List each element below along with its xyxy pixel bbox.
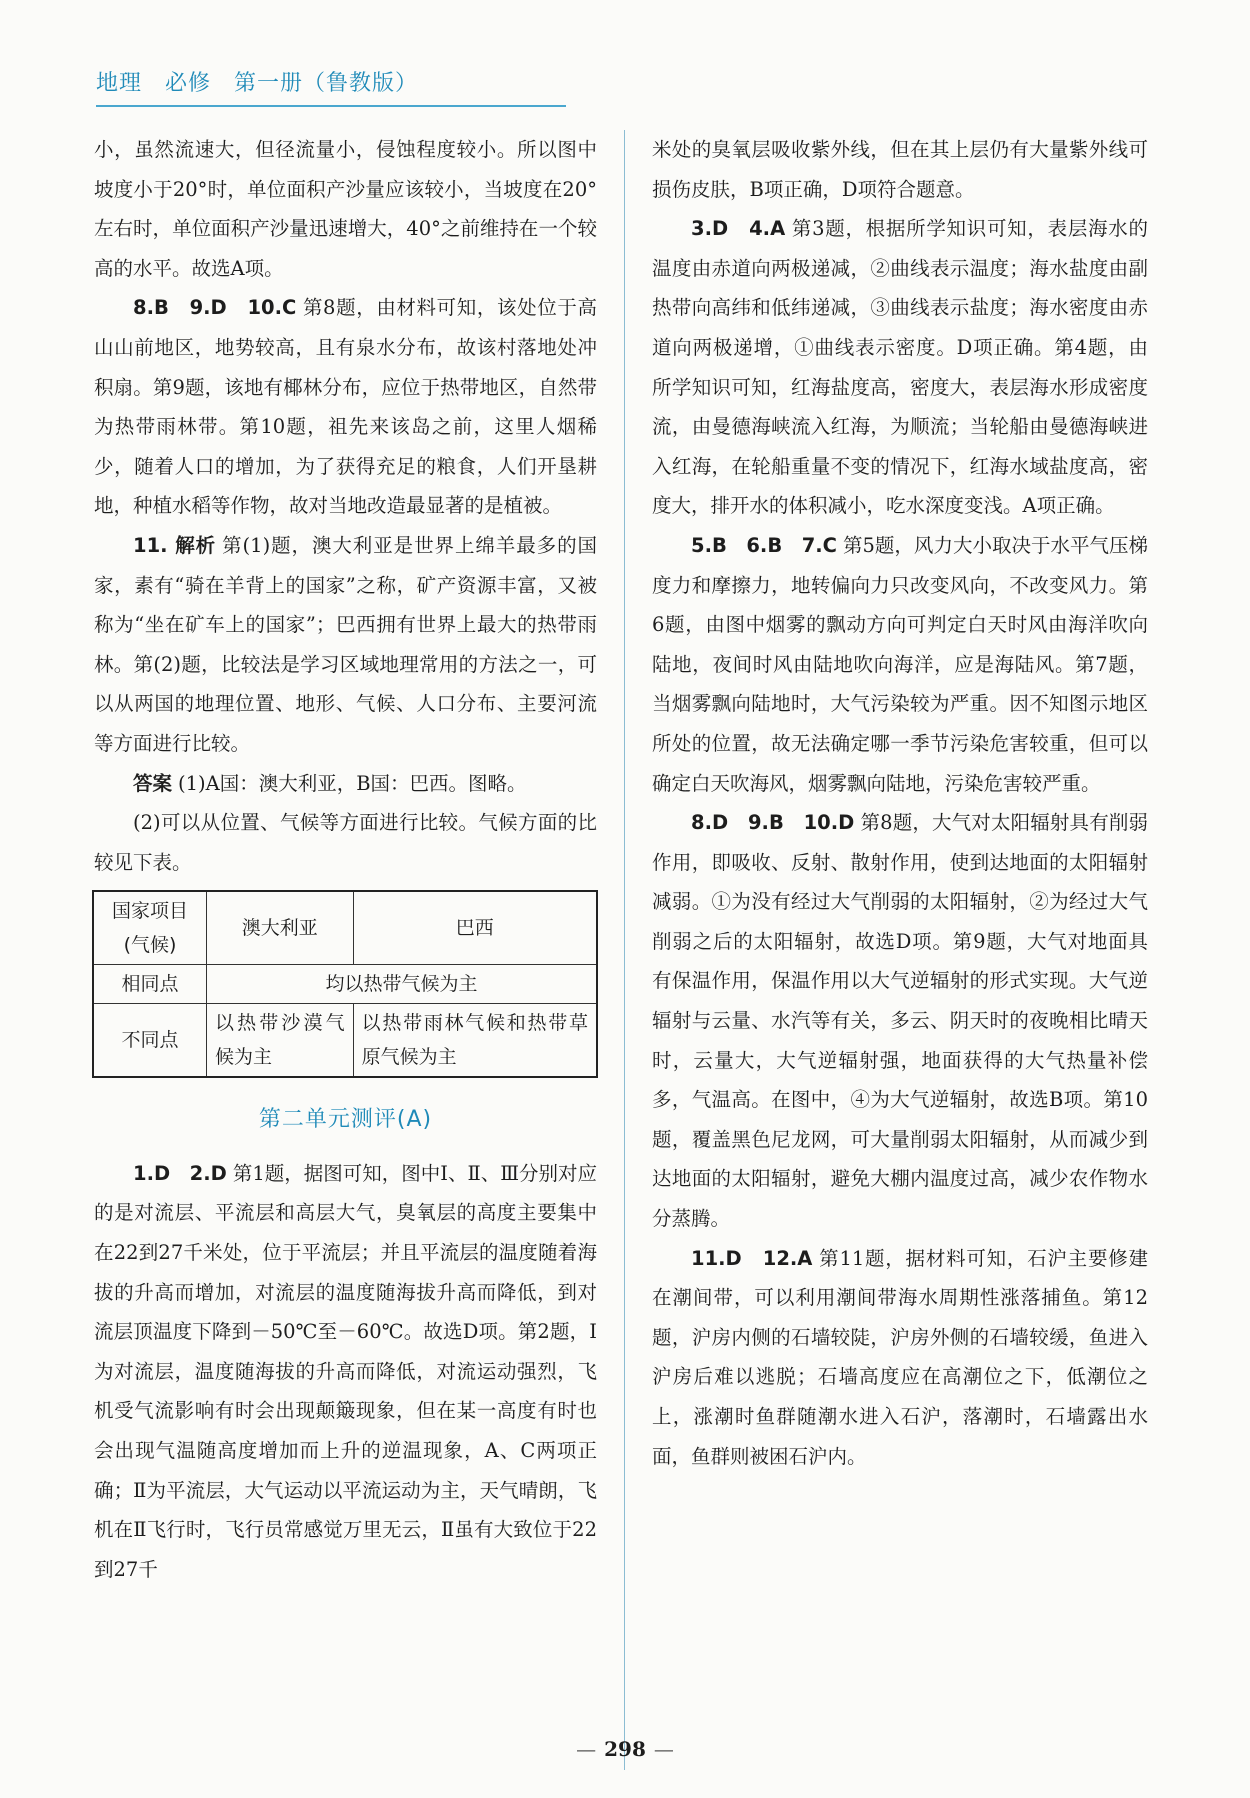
right-column (652, 130, 1148, 1476)
paragraph (652, 526, 1148, 803)
table-row (93, 891, 597, 965)
explanation-text: 第(1)题，澳大利亚是世界上绵羊最多的国家，素有“骑在羊背上的国家”之称，矿产资源丰富，又被称为“坐在矿车上的国家”；巴西拥有世界上最大的热带雨林。第(2)题，比较法是学习区域地理常用的方法之一，可以从两国的地理位置、地形、气候、人口分布、主要河流等方面进行比较。 (94, 533, 597, 755)
page-number (0, 1737, 1250, 1761)
answer-numbers: 8.D 9.B 10.D (691, 811, 855, 835)
paragraph (652, 209, 1148, 526)
explanation-text: 第1题，据图可知，图中Ⅰ、Ⅱ、Ⅲ分别对应的是对流层、平流层和高层大气，臭氧层的高度主要集中在22到27千米处，位于平流层；并且平流层的温度随着海拔的升高而增加，对流层的温度随海拔升高而降低，到对流层顶温度下降到－50℃至－60℃。故选D项。第2题，Ⅰ为对流层，温度随海拔的升高而降低，对流运动强烈，飞机受气流影响有时会出现颠簸现象，但在某一高度有时也会出现气温随高度增加而上升的逆温现象，A、C两项正确；Ⅱ为平流层，大气运动以平流运动为主，天气晴朗，飞机在Ⅱ飞行时，飞行员常感觉万里无云，Ⅱ虽有大致位于22到27千 (94, 1161, 597, 1581)
table-header-cell: 国家项目(气候) (93, 891, 207, 965)
explanation-text: 第3题，根据所学知识可知，表层海水的温度由赤道向两极递减，②曲线表示温度；海水盐度由副热带向高纬和低纬递减，③曲线表示盐度；海水密度由赤道向两极递增，①曲线表示密度。D项正确。第4题，由所学知识可知，红海盐度高，密度大，表层海水形成密度流，由曼德海峡流入红海，为顺流；当轮船由曼德海峡进入红海，在轮船重量不变的情况下，红海水域盐度高，密度大，排开水的体积减小，吃水深度变浅。A项正确。 (652, 217, 1148, 518)
column-divider (624, 130, 625, 1770)
answer-numbers: 8.B 9.D 10.C (133, 296, 297, 320)
paragraph (94, 764, 597, 804)
table-cell: 以热带沙漠气候为主 (207, 1004, 354, 1078)
page-dash: — (576, 1737, 597, 1761)
paragraph (94, 526, 597, 764)
page-number-value: 298 (604, 1737, 646, 1761)
answer-numbers: 3.D 4.A (691, 217, 786, 241)
table-row-label: 相同点 (93, 965, 207, 1004)
table-header-cell: 巴西 (353, 891, 597, 965)
explanation-text: 第8题，由材料可知，该处位于高山山前地区，地势较高，且有泉水分布，故该村落地处冲积扇。第9题，该地有椰林分布，应位于热带地区，自然带为热带雨林带。第10题，祖先来该岛之前，这里人烟稀少，随着人口的增加，为了获得充足的粮食，人们开垦耕地，种植水稻等作物，故对当地改造最显著的是植被。 (94, 296, 597, 518)
paragraph: (2)可以从位置、气候等方面进行比较。气候方面的比较见下表。 (94, 811, 597, 874)
table-cell: 均以热带气候为主 (207, 965, 598, 1004)
explanation-text: 第5题，风力大小取决于水平气压梯度力和摩擦力，地转偏向力只改变风向，不改变风力。第6题，由图中烟雾的飘动方向可判定白天时风由海洋吹向陆地，夜间时风由陆地吹向海洋，应是海陆风。第7题，当烟雾飘向陆地时，大气污染较为严重。因不知图示地区所处的位置，故无法确定哪一季节污染危害较重，但可以确定白天吹海风，烟雾飘向陆地，污染危害较严重。 (652, 533, 1148, 795)
running-header (96, 66, 566, 107)
answer-label: 答案 (133, 771, 173, 795)
header-rule (96, 105, 566, 107)
paragraph (652, 1239, 1148, 1477)
page-dash: — (653, 1737, 674, 1761)
left-column (94, 130, 597, 1589)
paragraph (94, 288, 597, 526)
table-cell: 以热带雨林气候和热带草原气候为主 (353, 1004, 597, 1078)
paragraph: 米处的臭氧层吸收紫外线，但在其上层仍有大量紫外线可损伤皮肤，B项正确，D项符合题意。 (652, 138, 1148, 201)
table-header-cell: 澳大利亚 (207, 891, 354, 965)
section-title: 第二单元测评(A) (258, 1107, 433, 1133)
answer-numbers: 1.D 2.D (133, 1161, 227, 1185)
table-row (93, 965, 597, 1004)
paragraph (94, 1154, 597, 1590)
header-title: 地理 必修 第一册（鲁教版） (96, 71, 419, 96)
answer-numbers: 11.D 12.A (691, 1246, 813, 1270)
explanation-text: 第8题，大气对太阳辐射具有削弱作用，即吸收、反射、散射作用，使到达地面的太阳辐射减弱。①为没有经过大气削弱的太阳辐射，②为经过大气削弱之后的太阳辐射，故选D项。第9题，大气对地面具有保温作用，保温作用以大气逆辐射的形式实现。大气逆辐射与云量、水汽等有关，多云、阴天时的夜晚相比晴天时，云量大，大气逆辐射强，地面获得的大气热量补偿多，气温高。在图中，④为大气逆辐射，故选B项。第10题，覆盖黑色尼龙网，可大量削弱太阳辐射，从而减少到达地面的太阳辐射，避免大棚内温度过高，减少农作物水分蒸腾。 (652, 811, 1148, 1231)
explanation-text: 第11题，据材料可知，石沪主要修建在潮间带，可以利用潮间带海水周期性涨落捕鱼。第12题，沪房内侧的石墙较陡，沪房外侧的石墙较缓，鱼进入沪房后难以逃脱；石墙高度应在高潮位之下，低潮位之上，涨潮时鱼群随潮水进入石沪，落潮时，石墙露出水面，鱼群则被困石沪内。 (652, 1246, 1148, 1468)
table-row-label: 不同点 (93, 1004, 207, 1078)
table-row (93, 1004, 597, 1078)
answer-text: (1)A国：澳大利亚，B国：巴西。图略。 (178, 771, 527, 795)
analysis-label: 11. 解析 (133, 533, 217, 557)
climate-comparison-table (92, 890, 598, 1078)
answer-numbers: 5.B 6.B 7.C (691, 533, 837, 557)
paragraph: 小，虽然流速大，但径流量小，侵蚀程度较小。所以图中坡度小于20°时，单位面积产沙量应该较小，当坡度在20°左右时，单位面积产沙量迅速增大，40°之前维持在一个较高的水平。故选A项。 (94, 138, 597, 280)
paragraph (652, 803, 1148, 1239)
